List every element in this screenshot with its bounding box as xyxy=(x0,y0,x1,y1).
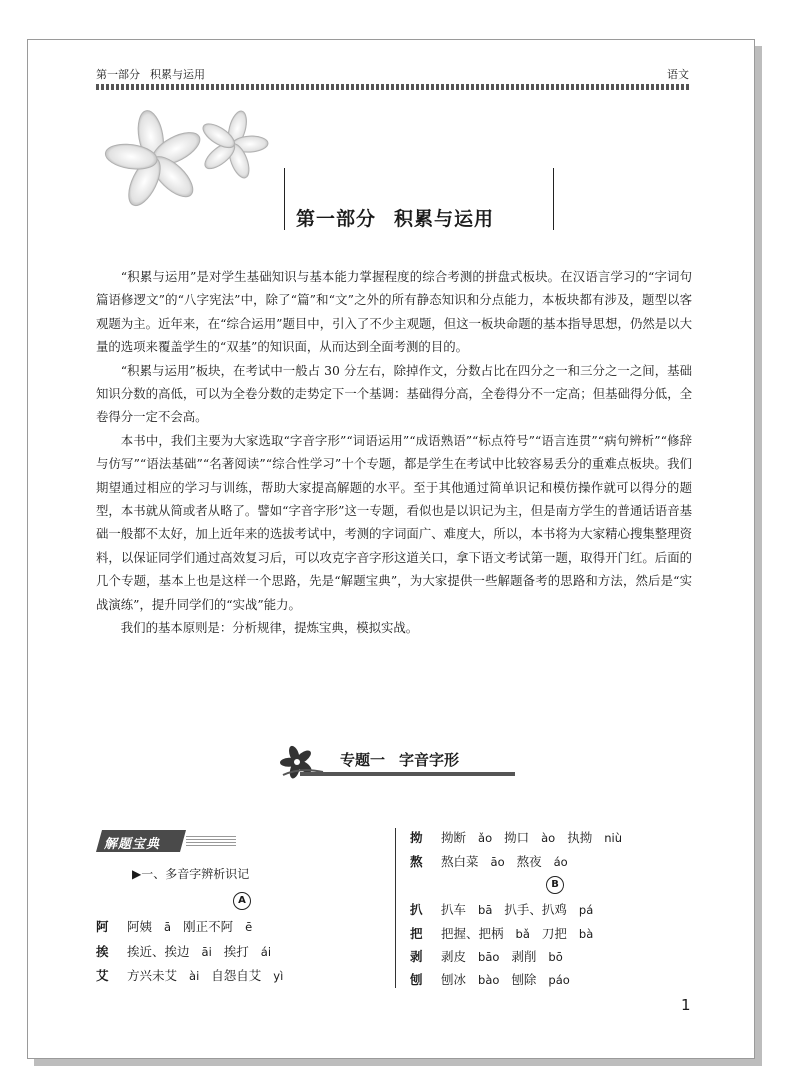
entry-word: 把握、把柄 xyxy=(441,926,504,941)
entry-char: 艾 xyxy=(96,968,109,983)
entry-char: 熬 xyxy=(410,854,423,869)
entry-pinyin: páo xyxy=(548,973,570,987)
group-a-label: A xyxy=(233,892,251,910)
paragraph: “积累与运用”板块，在考试中一般占 30 分左右，除掉作文，分数占比在四分之一和三分之一之间，基础知识分数的高低，可以为全卷分数的走势定下一个基调：基础得分高，全卷得分不一定高；但基础得分低，全卷得分一定不会高。 xyxy=(96,362,692,425)
table-row xyxy=(410,852,580,870)
paragraph: “积累与运用”是对学生基础知识与基本能力掌握程度的综合考测的拼盘式板块。在汉语言学习的“字词句篇语修逻文”的“八字宪法”中，除了“篇”和“文”之外的所有静态知识和分点能力，本板块都有涉及，题型以客观题为主。近年来，在“综合运用”题目中，引入了不少主观题，但这一板块命题的基本指导思想，仍然是以大量的选项来覆盖学生的“双基”的知识面，从而达到全面考测的目的。 xyxy=(96,269,692,355)
column-divider xyxy=(395,828,396,988)
entry-pinyin: niù xyxy=(604,831,623,845)
paragraph: 我们的基本原则是：分析规律，提炼宝典，模拟实战。 xyxy=(120,620,419,636)
entry-pinyin: āi xyxy=(201,945,212,959)
entry-word: 剥皮 xyxy=(441,949,467,964)
topic-underline xyxy=(300,772,515,776)
entry-pinyin: ē xyxy=(245,920,253,934)
topic-label: 专题一 xyxy=(340,751,386,769)
table-row xyxy=(96,966,295,984)
entry-pinyin: bō xyxy=(548,950,563,964)
entry-pinyin: áo xyxy=(553,855,568,869)
entry-word: 挨打 xyxy=(223,944,249,959)
header-section-title: 积累与运用 xyxy=(150,68,205,81)
entry-word: 剥削 xyxy=(511,949,537,964)
table-row xyxy=(96,942,283,960)
entry-word: 挨近、挨边 xyxy=(127,944,190,959)
header-section: 第一部分 xyxy=(96,68,140,81)
entry-word: 刨冰 xyxy=(441,972,467,987)
table-row xyxy=(410,924,605,942)
title-part: 第一部分 xyxy=(296,208,377,230)
entry-char: 挨 xyxy=(96,944,109,959)
entry-pinyin: bāo xyxy=(478,950,500,964)
entry-pinyin: bǎ xyxy=(515,927,530,941)
intro-text xyxy=(96,265,692,640)
entry-char: 拗 xyxy=(410,830,423,845)
topic-name: 字音字形 xyxy=(399,751,460,769)
entry-char: 阿 xyxy=(96,919,109,934)
entry-pinyin: āo xyxy=(490,855,505,869)
subheading: ▶一、多音字辨析识记 xyxy=(132,867,250,881)
table-row xyxy=(96,917,264,935)
title-name: 积累与运用 xyxy=(394,208,495,230)
entry-char: 把 xyxy=(410,926,423,941)
entry-char: 刨 xyxy=(410,972,423,987)
entry-pinyin: bà xyxy=(578,927,594,941)
title-right-rule xyxy=(553,168,554,230)
table-row xyxy=(410,947,575,965)
entry-pinyin: ào xyxy=(541,831,556,845)
entry-pinyin: ài xyxy=(189,969,200,983)
entry-word: 熬白菜 xyxy=(441,854,479,869)
entry-word: 熬夜 xyxy=(516,854,542,869)
entry-word: 扒车 xyxy=(441,902,467,917)
entry-word: 执拗 xyxy=(567,830,593,845)
paragraph: 本书中，我们主要为大家选取“字音字形”“词语运用”“成语熟语”“标点符号”“语言连贯”“病句辨析”“修辞与仿写”“语法基础”“名著阅读”“综合性学习”十个专题，都是学生在考试中比较容易丢分的重难点板块。我们期望通过相应的学习与训练，帮助大家提高解题的水平。至于其他通过简单识记和模仿操作就可以得分的题型，本书就从简或者从略了。譬如“字音字形”这一专题，看似也是以识记为主，但是南方学生的普通话语音基础一般都不太好，加上近年来的选拔考试中，考测的字词面广、难度大，所以，本书将为大家精心搜集整理资料，以保证同学们通过高效复习后，可以攻克字音字形这道关口，拿下语文考试第一题，取得开门红。后面的几个专题，基本上也是这样一个思路，先是“解题宝典”，为大家提供一些解题备考的思路和方法，然后是“实战演练”，提升同学们的“实战”能力。 xyxy=(96,432,692,612)
page-number: 1 xyxy=(681,996,691,1014)
entry-word: 刀把 xyxy=(541,926,567,941)
entry-word: 刨除 xyxy=(511,972,537,987)
entry-pinyin: ái xyxy=(260,945,272,959)
running-header xyxy=(96,66,215,82)
header-subject: 语文 xyxy=(667,68,689,81)
entry-pinyin: ǎo xyxy=(478,831,493,845)
entry-word: 拗口 xyxy=(504,830,530,845)
flower-decoration-icon xyxy=(100,105,280,215)
entry-pinyin: pá xyxy=(578,903,594,917)
badge-stripes xyxy=(186,836,236,846)
entry-word: 方兴未艾 xyxy=(127,968,178,983)
entry-pinyin: ā xyxy=(164,920,172,934)
entry-word: 阿姨 xyxy=(127,919,153,934)
entry-word: 拗断 xyxy=(441,830,467,845)
page-title xyxy=(296,204,494,231)
section-badge: 解题宝典 xyxy=(104,837,161,852)
table-row xyxy=(410,828,634,846)
topic-heading xyxy=(340,749,459,770)
entry-word: 刚正不阿 xyxy=(183,919,234,934)
entry-pinyin: bā xyxy=(478,903,493,917)
entry-char: 扒 xyxy=(410,902,423,917)
entry-pinyin: bào xyxy=(478,973,500,987)
table-row xyxy=(410,970,582,988)
table-row xyxy=(410,900,605,918)
title-left-rule xyxy=(284,168,285,230)
entry-word: 扒手、扒鸡 xyxy=(504,902,567,917)
entry-word: 自怨自艾 xyxy=(211,968,262,983)
entry-char: 剥 xyxy=(410,949,423,964)
entry-pinyin: yì xyxy=(273,969,284,983)
group-b-label: B xyxy=(546,876,564,894)
header-rule xyxy=(96,84,690,90)
